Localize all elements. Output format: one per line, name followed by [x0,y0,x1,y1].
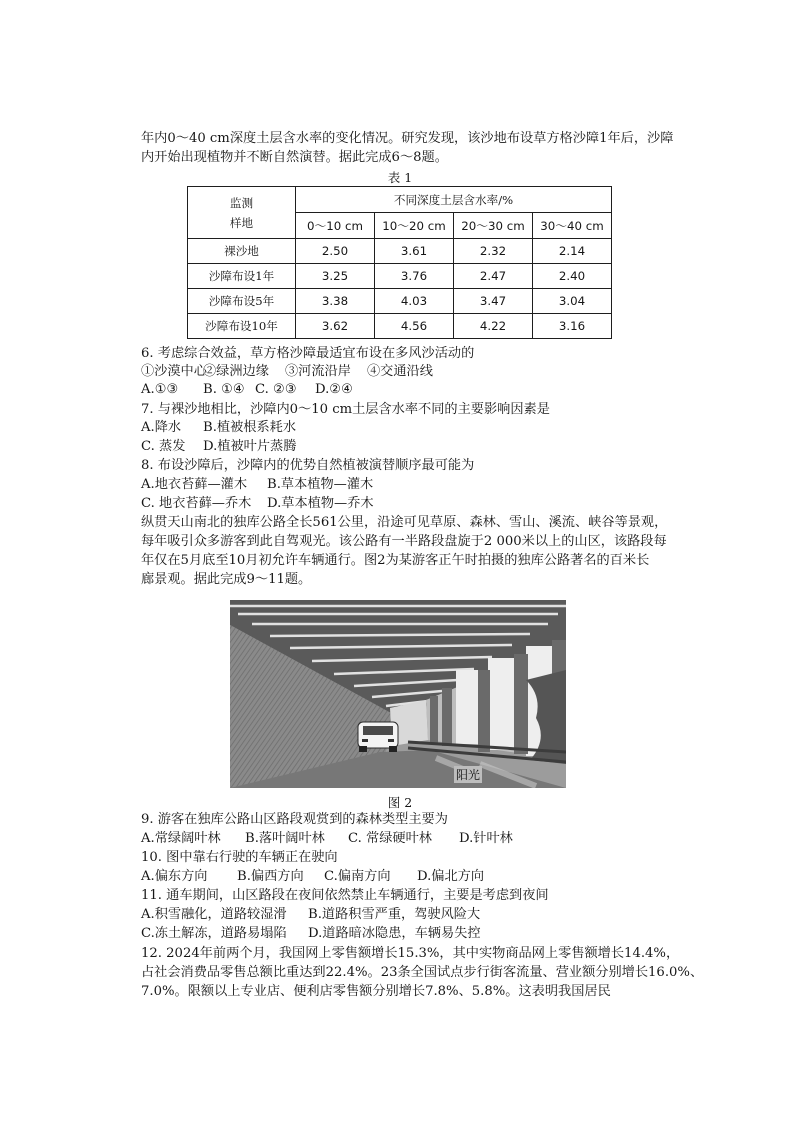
row-header-line-2: 样地 [229,215,254,230]
passage2-line-4: 廊景观。据此完成9～11题。 [141,572,312,587]
q10-option: B.偏西方向 [237,869,304,884]
car [358,722,398,752]
q9-option: D.针叶林 [459,831,513,846]
figure-caption: 图 2 [387,795,413,810]
gallery-photo [230,600,566,788]
q7-stem: 7. 与裸沙地相比，沙障内0～10 cm土层含水率不同的主要影响因素是 [141,402,550,417]
q8-options-row1 [141,476,373,493]
table-cell: 3.25 [296,264,375,289]
row-label: 沙障布设10年 [188,314,296,339]
table-cell: 3.62 [296,314,375,339]
intro-line-2: 内开始出现植物并不断自然演替。据此完成6～8题。 [141,150,448,165]
table-cell: 4.56 [375,314,454,339]
q11-options-row2 [141,925,481,942]
q7-option: B.植被根系耗水 [203,420,297,435]
q11-option: D.道路暗冰隐患，车辆易失控 [308,926,481,941]
q6-stem: 6. 考虑综合效益，草方格沙障最适宜布设在多风沙活动的 [141,346,475,361]
table-row [188,239,612,264]
q6-options [141,381,353,398]
q7-option: C. 蒸发 [141,439,186,454]
q6-items [141,363,433,380]
soil-moisture-table [187,186,612,339]
q8-option: A.地衣苔藓—灌木 [141,477,248,492]
q9-option: B.落叶阔叶林 [245,831,325,846]
table-cell: 2.14 [533,239,612,264]
col-header: 20～30 cm [454,213,533,239]
q11-options-row1 [141,906,480,923]
intro-line-1: 年内0～40 cm深度土层含水率的变化情况。研究发现，该沙地布设草方格沙障1年后，沙障 [141,131,674,146]
q7-option: A.降水 [141,420,182,435]
table-cell: 2.32 [454,239,533,264]
q8-options-row2 [141,495,374,512]
photo-label: 阳光 [456,768,481,782]
table-row [188,314,612,339]
row-label: 沙障布设1年 [188,264,296,289]
q9-options [141,830,513,847]
q6-option: A.①③ [141,382,179,397]
q9-stem: 9. 游客在独库公路山区路段观赏到的森林类型主要为 [141,812,448,827]
table-cell: 2.40 [533,264,612,289]
q7-option: D.植被叶片蒸腾 [203,439,297,454]
table-cell: 4.22 [454,314,533,339]
q12-line-1: 12. 2024年前两个月，我国网上零售额增长15.3%，其中实物商品网上零售额增长14.4%， [141,946,680,961]
q11-stem: 11. 通车期间，山区路段在夜间依然禁止车辆通行，主要是考虑到夜间 [141,888,549,903]
q11-option: A.积雪融化，道路较湿滑 [141,907,287,922]
q10-stem: 10. 图中靠右行驶的车辆正在驶向 [141,850,338,865]
q11-option: B.道路积雪严重，驾驶风险大 [308,907,481,922]
table-group-header: 不同深度土层含水率/% [296,187,612,213]
table-cell: 2.47 [454,264,533,289]
q12-line-3: 7.0%。限额以上专业店、便利店零售额分别增长7.8%、5.8%。这表明我国居民 [141,984,611,999]
table-cell: 3.76 [375,264,454,289]
col-header: 10～20 cm [375,213,454,239]
q8-option: C. 地衣苔藓—乔木 [141,496,252,511]
row-header-line-1: 监测 [229,195,254,210]
q6-item: ③河流沿岸 [285,364,351,379]
q10-options [141,868,484,885]
q8-option: B.草本植物—灌木 [267,477,374,492]
table-row [188,264,612,289]
table-caption: 表 1 [387,170,413,185]
q8-stem: 8. 布设沙障后，沙障内的优势自然植被演替顺序最可能为 [141,458,475,473]
table-row-header [188,187,296,239]
q6-item: ④交通沿线 [367,364,433,379]
table-row [188,289,612,314]
gallery-illustration [230,600,566,788]
q10-option: A.偏东方向 [141,869,208,884]
table-cell: 3.47 [454,289,533,314]
q6-option: B. ①④ [203,382,245,397]
passage2-line-3: 年仅在5月底至10月初允许车辆通行。图2为某游客正午时拍摄的独库公路著名的百米长 [141,553,650,568]
row-label: 裸沙地 [188,239,296,264]
q10-option: D.偏北方向 [417,869,485,884]
q10-option: C.偏南方向 [324,869,391,884]
q6-option: C. ②③ [255,382,297,397]
q6-item: ①沙漠中心 [141,364,207,379]
q7-options-row2 [141,438,296,455]
q9-option: A.常绿阔叶林 [141,831,221,846]
table-cell: 3.38 [296,289,375,314]
q6-option: D.②④ [315,382,353,397]
table-cell: 4.03 [375,289,454,314]
passage2-line-1: 纵贯天山南北的独库公路全长561公里，沿途可见草原、森林、雪山、溪流、峡谷等景观， [141,515,668,530]
q11-option: C.冻土解冻，道路易塌陷 [141,926,287,941]
q9-option: C. 常绿硬叶林 [348,831,432,846]
row-label: 沙障布设5年 [188,289,296,314]
table-cell: 3.61 [375,239,454,264]
q12-line-2: 占社会消费品零售总额比重达到22.4%。23条全国试点步行街客流量、营业额分别增长16.0%、 [141,965,704,980]
q6-item: ②绿洲边缘 [203,364,269,379]
passage2-line-2: 每年吸引众多游客到此自驾观光。该公路有一半路段盘旋于2 000米以上的山区，该路段每 [141,534,667,549]
q7-options-row1 [141,419,296,436]
table-cell: 2.50 [296,239,375,264]
table-cell: 3.04 [533,289,612,314]
col-header: 0～10 cm [296,213,375,239]
col-header: 30～40 cm [533,213,612,239]
q8-option: D.草本植物—乔木 [267,496,374,511]
table-cell: 3.16 [533,314,612,339]
